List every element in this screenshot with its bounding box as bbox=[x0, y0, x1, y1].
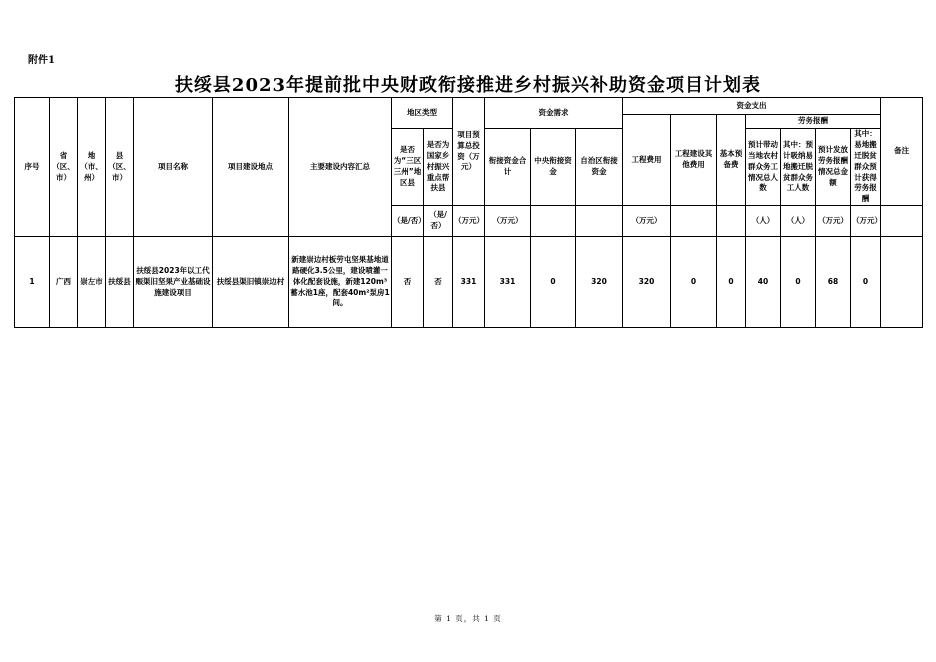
cell-county: 扶绥县 bbox=[106, 237, 134, 328]
project-plan-table bbox=[14, 97, 923, 328]
cell-fund-central: 0 bbox=[531, 237, 576, 328]
header-labor-3: 预计发放劳务报酬情况总金额 bbox=[816, 129, 851, 206]
cell-fund-region: 320 bbox=[576, 237, 623, 328]
header-labor-2: 其中：预计吸纳易地搬迁脱贫群众务工人数 bbox=[781, 129, 816, 206]
unit-labor-3: （万元） bbox=[816, 206, 851, 237]
header-eng-cost: 工程费用 bbox=[623, 115, 671, 206]
cell-prefecture: 崇左市 bbox=[78, 237, 106, 328]
unit-labor-1: （人） bbox=[746, 206, 781, 237]
cell-eng-other: 0 bbox=[671, 237, 717, 328]
header-reserve: 基本预备费 bbox=[717, 115, 746, 206]
cell-region-type-1: 否 bbox=[392, 237, 424, 328]
header-fund-region: 自治区衔接资金 bbox=[576, 129, 623, 206]
header-fund-total: 衔接资金合计 bbox=[485, 129, 531, 206]
header-region-type-1: 是否为“三区三州”地区县 bbox=[392, 129, 424, 206]
header-labor-1: 预计带动当地农村群众务工情况总人数 bbox=[746, 129, 781, 206]
unit-labor-4: （万元） bbox=[851, 206, 881, 237]
cell-budget: 331 bbox=[453, 237, 485, 328]
cell-project-name: 扶绥县2023年以工代赈渠旧坚果产业基础设施建设项目 bbox=[134, 237, 213, 328]
header-prefecture: 地（市、州） bbox=[78, 98, 106, 237]
cell-content: 新建崇边村板劳屯坚果基地道路硬化3.5公里，建设喷灌一体化配套设施，新建120m³蓄水池1座，配套40m²泵房1间。 bbox=[289, 237, 392, 328]
header-remark: 备注 bbox=[881, 98, 923, 206]
unit-reserve bbox=[717, 206, 746, 237]
unit-eng-cost: （万元） bbox=[623, 206, 671, 237]
cell-labor-1: 40 bbox=[746, 237, 781, 328]
header-fund-expense: 资金支出 bbox=[623, 98, 881, 115]
cell-province: 广西 bbox=[50, 237, 78, 328]
cell-remark bbox=[881, 237, 923, 328]
cell-labor-4: 0 bbox=[851, 237, 881, 328]
page-title: 扶绥县2023年提前批中央财政衔接推进乡村振兴补助资金项目计划表 bbox=[174, 75, 762, 96]
cell-eng-cost: 320 bbox=[623, 237, 671, 328]
unit-fund-region bbox=[576, 206, 623, 237]
cell-labor-2: 0 bbox=[781, 237, 816, 328]
unit-budget: （万元） bbox=[453, 206, 485, 237]
cell-location: 扶绥县渠旧镇崇边村 bbox=[213, 237, 289, 328]
header-content: 主要建设内容汇总 bbox=[289, 98, 392, 237]
header-eng-other: 工程建设其他费用 bbox=[671, 115, 717, 206]
page-number: 第 1 页，共 1 页 bbox=[434, 614, 502, 623]
header-seq: 序号 bbox=[15, 98, 50, 237]
unit-eng-other bbox=[671, 206, 717, 237]
unit-labor-2: （人） bbox=[781, 206, 816, 237]
header-project-name: 项目名称 bbox=[134, 98, 213, 237]
cell-labor-3: 68 bbox=[816, 237, 851, 328]
unit-fund-central bbox=[531, 206, 576, 237]
attachment-label: 附件1 bbox=[28, 55, 55, 66]
cell-fund-total: 331 bbox=[485, 237, 531, 328]
header-province: 省（区、市） bbox=[50, 98, 78, 237]
header-fund-central: 中央衔接资金 bbox=[531, 129, 576, 206]
unit-remark bbox=[881, 206, 923, 237]
unit-fund-total: （万元） bbox=[485, 206, 531, 237]
unit-region-type-1: （是/否） bbox=[392, 206, 424, 237]
header-budget: 项目预算总投资（万元） bbox=[453, 98, 485, 206]
header-region-type: 地区类型 bbox=[392, 98, 453, 129]
cell-region-type-2: 否 bbox=[424, 237, 453, 328]
table-row bbox=[15, 237, 923, 328]
header-county: 县（区、市） bbox=[106, 98, 134, 237]
header-location: 项目建设地点 bbox=[213, 98, 289, 237]
header-fund-demand: 资金需求 bbox=[485, 98, 623, 129]
unit-region-type-2: （是/否） bbox=[424, 206, 453, 237]
cell-seq: 1 bbox=[15, 237, 50, 328]
header-labor: 劳务报酬 bbox=[746, 115, 881, 129]
header-region-type-2: 是否为国家乡村振兴重点帮扶县 bbox=[424, 129, 453, 206]
header-labor-4: 其中：易地搬迁脱贫群众预计获得劳务报酬 bbox=[851, 129, 881, 206]
cell-reserve: 0 bbox=[717, 237, 746, 328]
